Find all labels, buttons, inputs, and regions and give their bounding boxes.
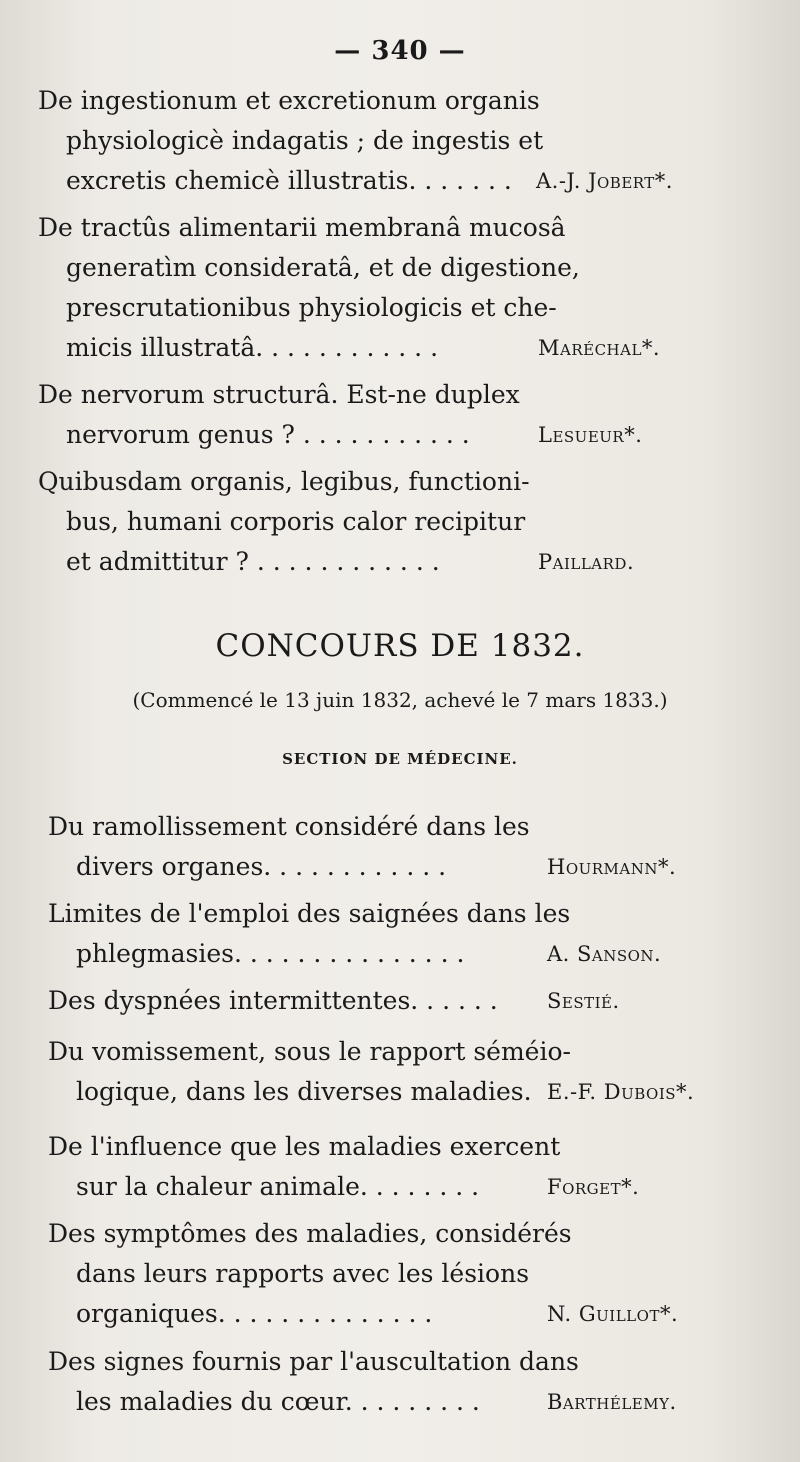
- concours-dates: (Commencé le 13 juin 1832, achevé le 7 mars 1833.): [132, 688, 668, 712]
- entry-title-line: generatìm consideratâ, et de digestione,: [66, 253, 580, 282]
- page-number: — 340 —: [334, 36, 466, 66]
- entry-author: A. Sanson.: [547, 942, 662, 966]
- section-heading: SECTION DE MÉDECINE.: [282, 750, 518, 768]
- entry-author: Lesueur*.: [538, 423, 643, 447]
- entry-author: Maréchal*.: [538, 336, 661, 360]
- entry-author: Sestié.: [547, 989, 620, 1013]
- entry-title-line: divers organes. . . . . . . . . . . .: [76, 852, 447, 881]
- entry-title-line: organiques. . . . . . . . . . . . . .: [76, 1299, 433, 1328]
- entry-title-line: Du ramollissement considéré dans les: [48, 812, 530, 841]
- entry-title-line: Des dyspnées intermittentes. . . . . .: [48, 986, 498, 1015]
- entry-author: E.-F. Dubois*.: [547, 1080, 695, 1104]
- entry-title-line: sur la chaleur animale. . . . . . . .: [76, 1172, 480, 1201]
- entry-title-line: De tractûs alimentarii membranâ mucosâ: [38, 213, 566, 242]
- entry-title-line: De l'influence que les maladies exercent: [48, 1132, 561, 1161]
- entry-title-line: phlegmasies. . . . . . . . . . . . . . .: [76, 939, 465, 968]
- entry-title-line: Limites de l'emploi des saignées dans les: [48, 899, 571, 928]
- entry-title-line: bus, humani corporis calor recipitur: [66, 507, 526, 536]
- entry-title-line: prescrutationibus physiologicis et che-: [66, 293, 557, 322]
- concours-title: CONCOURS DE 1832.: [215, 628, 585, 664]
- entry-title-line: logique, dans les diverses maladies.: [76, 1077, 532, 1106]
- entry-title-line: Des symptômes des maladies, considérés: [48, 1219, 572, 1248]
- entry-title-line: De ingestionum et excretionum organis: [38, 86, 540, 115]
- entry-title-line: et admittitur ? . . . . . . . . . . . .: [66, 547, 440, 576]
- entry-author: Hourmann*.: [547, 855, 677, 879]
- entry-author: A.-J. Jobert*.: [536, 169, 673, 193]
- entry-author: N. Guillot*.: [547, 1302, 679, 1326]
- entry-title-line: De nervorum structurâ. Est-ne duplex: [38, 380, 520, 409]
- entry-title-line: micis illustratâ. . . . . . . . . . . .: [66, 333, 439, 362]
- entry-title-line: les maladies du cœur. . . . . . . . .: [76, 1387, 480, 1416]
- entry-title-line: dans leurs rapports avec les lésions: [76, 1259, 530, 1288]
- entry-title-line: excretis chemicè illustratis. . . . . . .: [66, 166, 512, 195]
- entry-author: Barthélemy.: [547, 1390, 677, 1414]
- entry-title-line: Des signes fournis par l'auscultation dans: [48, 1347, 579, 1376]
- entry-title-line: physiologicè indagatis ; de ingestis et: [66, 126, 544, 155]
- entry-author: Paillard.: [538, 550, 635, 574]
- entry-author: Forget*.: [547, 1175, 640, 1199]
- entry-title-line: nervorum genus ? . . . . . . . . . . .: [66, 420, 470, 449]
- entry-title-line: Quibusdam organis, legibus, functioni-: [38, 467, 530, 496]
- entry-title-line: Du vomissement, sous le rapport séméio-: [48, 1037, 571, 1066]
